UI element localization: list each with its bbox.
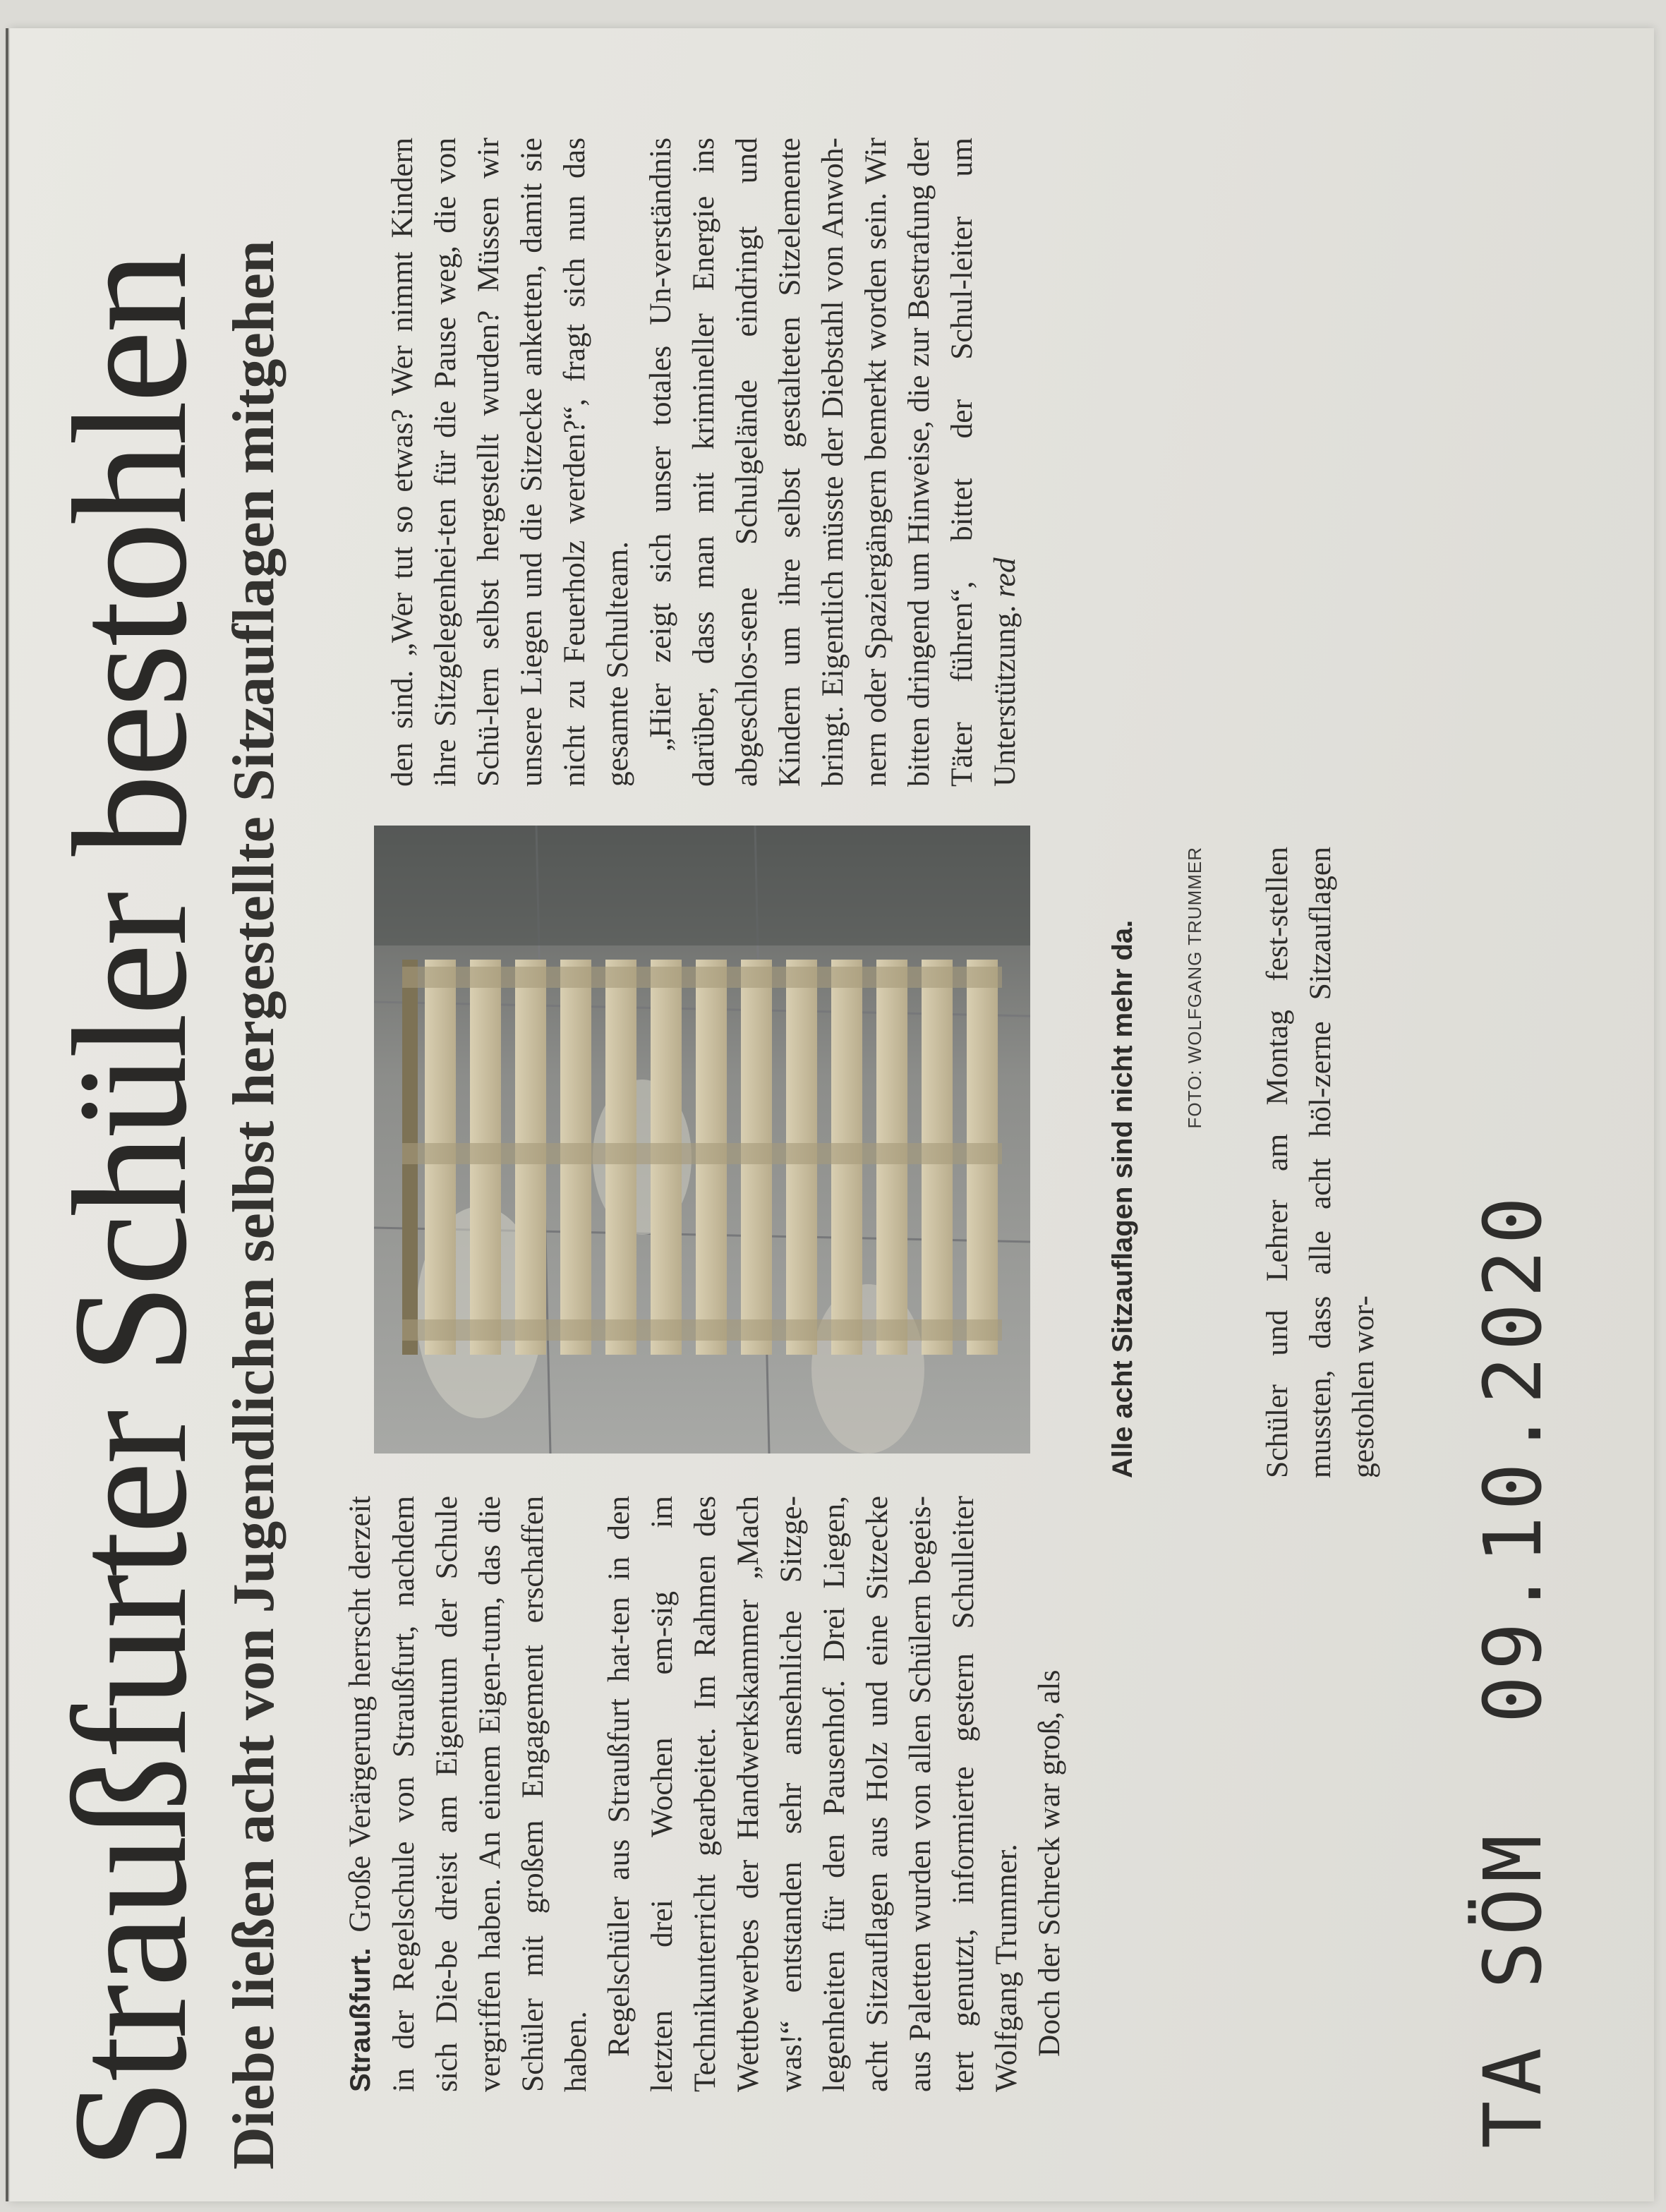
paragraph-2: Regelschüler aus Straußfurt hat-ten in den letzten drei Wochen em-sig im Technikunterricht gearbeitet. Im Rahmen des Wettbewerbes der Handwerkskammer „Mach was!“ entstanden sehr ansehnliche Sitzge-legenheiten für den Pausenhof. Drei Liegen, acht Sitzauflagen aus Holz und eine Sitzecke aus Paletten wurden von allen Schülern begeis-tert genutzt, informierte gestern Schulleiter Wolfgang Trummer. — [602, 1496, 1023, 2092]
headline: Straußfurter Schüler bestohlen — [40, 254, 221, 2170]
column-2 — [1256, 847, 1385, 1478]
bench-photo — [374, 826, 1030, 1453]
handwritten-note — [1468, 1191, 1559, 2148]
bench-photo-illustration — [374, 826, 1030, 1453]
subheadline: Diebe ließen acht von Jugendlichen selbst hergestellte Sitzauflagen mitgehen — [221, 240, 286, 2170]
column-3-paragraph-1: den sind. „Wer tut so etwas? Wer nimmt Kindern ihre Sitzgelegenhei-ten für die Pause weg, die von Schü-lern selbst hergestellt wurden? Müssen wir unsere Liegen und die Sitzecke anketten, damit sie nicht zu Feuerholz werden?“, fragt sich nun das gesamte Schulteam. — [385, 138, 634, 787]
column-1 — [339, 1496, 1071, 2092]
column-3-paragraph-2 — [639, 138, 1027, 787]
dateline: Straußfurt. — [345, 1947, 376, 2092]
column-3-paragraph-2-text: „Hier zeigt sich unser totales Un-verständnis darüber, dass man mit krimineller Energie ins abgeschlos-sene Schulgelände eindringt und Kindern um ihre selbst gestalteten Sitzelemente bringt. Eigentlich müsste der Diebstahl von Anwoh-nern oder Spaziergängern bemerkt worden sein. Wir bitten dringend um Hinweise, die zur Bestrafung der Täter führen“, bittet der Schul-leiter um Unterstützung. — [644, 138, 1022, 787]
paragraph-1-text: Große Verärgerung herrscht derzeit in der Regelschule von Straußfurt, nachdem sich Die-be dreist am Eigentum der Schule vergriffen haben. An einem Eigen-tum, das die Schüler mit großem Engagement erschaffen haben. — [343, 1496, 593, 2092]
photo-caption: Alle acht Sitzauflagen sind nicht mehr da. — [1107, 919, 1138, 1478]
paragraph-3: Doch der Schreck war groß, als — [1032, 1669, 1066, 2057]
handwritten-date: 09.10.2020 — [1468, 1191, 1559, 1724]
photo-credit: FOTO: WOLFGANG TRUMMER — [1184, 847, 1205, 1129]
column-2-text: Schüler und Lehrer am Montag fest-stellen mussten, dass alle acht höl-zerne Sitzauflagen gestohlen wor- — [1260, 847, 1380, 1478]
author-initials: red — [988, 557, 1022, 598]
paragraph-1 — [339, 1496, 598, 2092]
column-3 — [381, 138, 1027, 787]
handwritten-source: TA SÖM — [1468, 1829, 1559, 2148]
